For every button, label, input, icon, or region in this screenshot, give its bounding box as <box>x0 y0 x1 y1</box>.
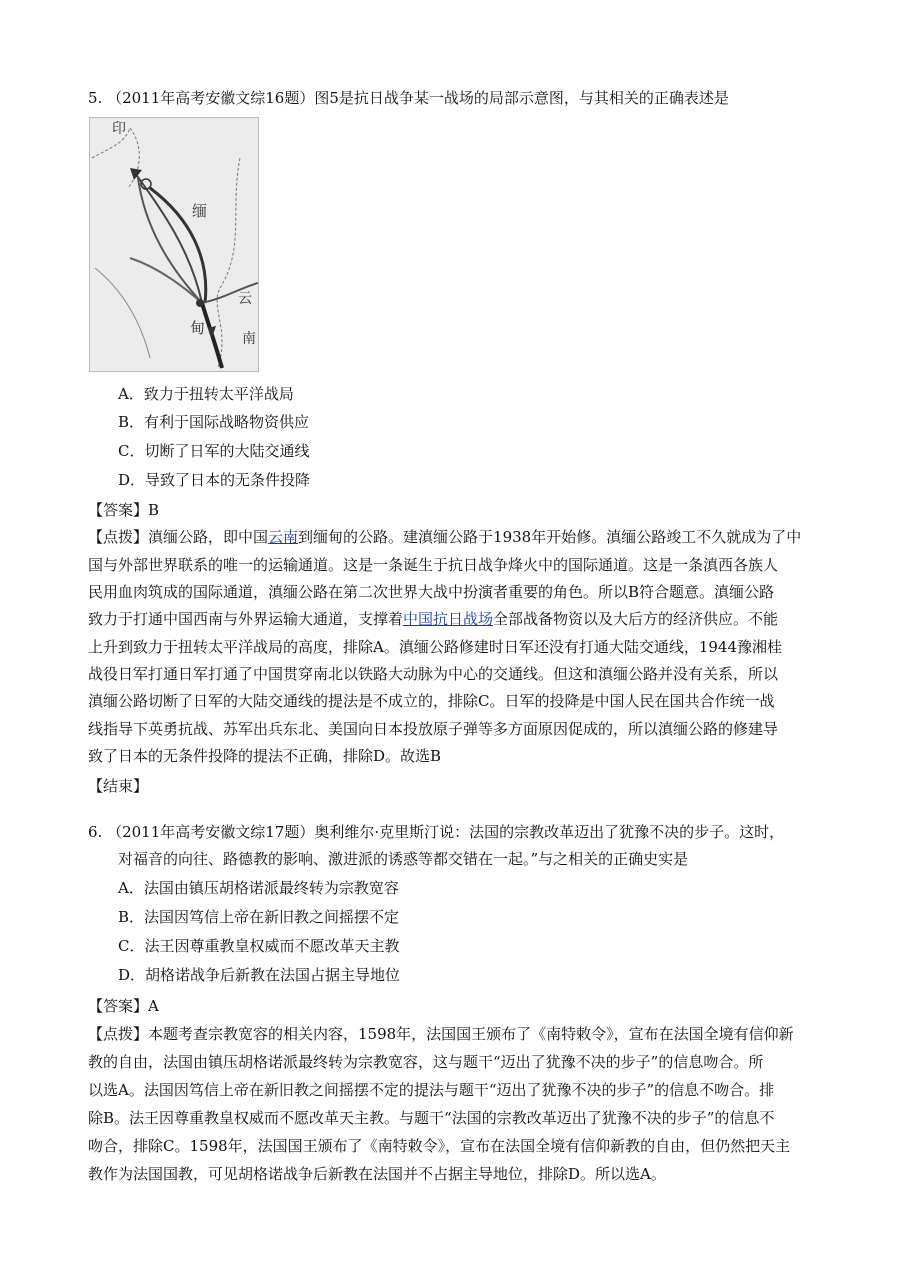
q6-option-a: A．法国由镇压胡格诺派最终转为宗教宽容 <box>118 879 399 897</box>
q5-explain-line-7: 滇缅公路切断了日军的大陆交通线的提法是不成立的，排除C。日军的投降是中国人民在国共合作统一战 <box>88 692 775 710</box>
q6-option-d: D．胡格诺战争后新教在法国占据主导地位 <box>118 966 401 984</box>
q6-explain-line-5: 吻合，排除C。1598年，法国国王颁布了《南特敕令》，宣布在法国全境有信仰新教的自由，但仍然把天主 <box>88 1137 791 1155</box>
q5-explain-text: 全部战备物资以及大后方的经济供应。不能 <box>493 610 779 628</box>
map-label-1: 印 <box>112 121 126 137</box>
map-label-4: 云 <box>238 291 252 307</box>
yunnan-link[interactable]: 云南 <box>268 528 299 546</box>
q5-option-b: B．有利于国际战略物资供应 <box>118 413 310 431</box>
q6-answer: 【答案】A <box>88 997 159 1015</box>
q5-explain-line-9: 致了日本的无条件投降的提法不正确，排除D。故选B <box>88 747 442 765</box>
q5-option-a: A．致力于扭转太平洋战局 <box>118 385 294 403</box>
q5-stem: 5. （2011年高考安徽文综16题）图5是抗日战争某一战场的局部示意图，与其相关的正确表述是 <box>88 89 729 107</box>
q5-explain-text: 到缅甸的公路。建滇缅公路于1938年开始修。滇缅公路竣工不久就成为了中 <box>298 528 802 546</box>
map-label-2: 缅 <box>192 202 208 220</box>
q6-option-c: C．法王因尊重教皇权威而不愿改革天主教 <box>118 937 400 955</box>
q5-explain-line-4 <box>88 609 778 629</box>
q6-stem-line-1: 6. （2011年高考安徽文综17题）奥利维尔·克里斯汀说：法国的宗教改革迈出了犹豫不决的步子。这时， <box>88 823 785 841</box>
q6-explain-line-6: 教作为法国国教，可见胡格诺战争后新教在法国并不占据主导地位，排除D。所以选A。 <box>88 1165 666 1183</box>
q5-explain-line-2: 国与外部世界联系的唯一的运输通道。这是一条诞生于抗日战争烽火中的国际通道。这是一条滇西各族人 <box>88 556 779 574</box>
q5-end-marker: 【结束】 <box>88 777 149 795</box>
q6-option-b: B．法国因笃信上帝在新旧教之间摇摆不定 <box>118 908 400 926</box>
q5-option-d: D．导致了日本的无条件投降 <box>118 471 311 489</box>
q5-answer: 【答案】B <box>88 501 160 519</box>
q5-explain-line-6: 战役日军打通日军打通了中国贯穿南北以铁路大动脉为中心的交通线。但这和滇缅公路并没有关系，所以 <box>88 665 779 683</box>
q6-explain-line-3: 以选A。法国因笃信上帝在新旧教之间摇摆不定的提法与题干“迈出了犹豫不决的步子”的信息不吻合。排 <box>88 1081 775 1099</box>
map-background <box>90 118 259 372</box>
q6-stem-line-2: 对福音的向往、路德教的影响、激进派的诱惑等都交错在一起。”与之相关的正确史实是 <box>118 850 689 868</box>
war-zone-map-figure <box>89 117 259 372</box>
map-label-3: 甸 <box>190 319 206 337</box>
q5-explain-line-8: 线指导下英勇抗战、苏军出兵东北、美国向日本投放原子弹等多方面原因促成的，所以滇缅公路的修建导 <box>88 720 779 738</box>
map-label-5: 南 <box>242 331 256 347</box>
q5-explain-line-5: 上升到致力于扭转太平洋战局的高度，排除A。滇缅公路修建时日军还没有打通大陆交通线，1944豫湘桂 <box>88 638 783 656</box>
q5-explain-text: 致力于打通中国西南与外界运输大通道，支撑着 <box>88 610 404 628</box>
anti-japanese-battlefield-link[interactable]: 中国抗日战场 <box>403 610 494 628</box>
q5-explain-text: 【点拨】滇缅公路，即中国 <box>88 528 269 546</box>
q5-option-c: C．切断了日军的大陆交通线 <box>118 442 310 460</box>
q5-explain-line-3: 民用血肉筑成的国际通道，滇缅公路在第二次世界大战中扮演者重要的角色。所以B符合题意。滇缅公路 <box>88 583 775 601</box>
q6-explain-line-4: 除B。法王因尊重教皇权威而不愿改革天主教。与题干“法国的宗教改革迈出了犹豫不决的步子”的信息不 <box>88 1109 775 1127</box>
map-node-2 <box>196 299 204 307</box>
q6-explain-line-1: 【点拨】本题考查宗教宽容的相关内容，1598年，法国国王颁布了《南特敕令》，宣布在法国全境有信仰新 <box>88 1025 794 1043</box>
q6-explain-line-2: 教的自由，法国由镇压胡格诺派最终转为宗教宽容，这与题干“迈出了犹豫不决的步子”的信息吻合。所 <box>88 1053 764 1071</box>
map-drawing <box>90 118 259 372</box>
q5-explain-line-1 <box>88 527 801 547</box>
